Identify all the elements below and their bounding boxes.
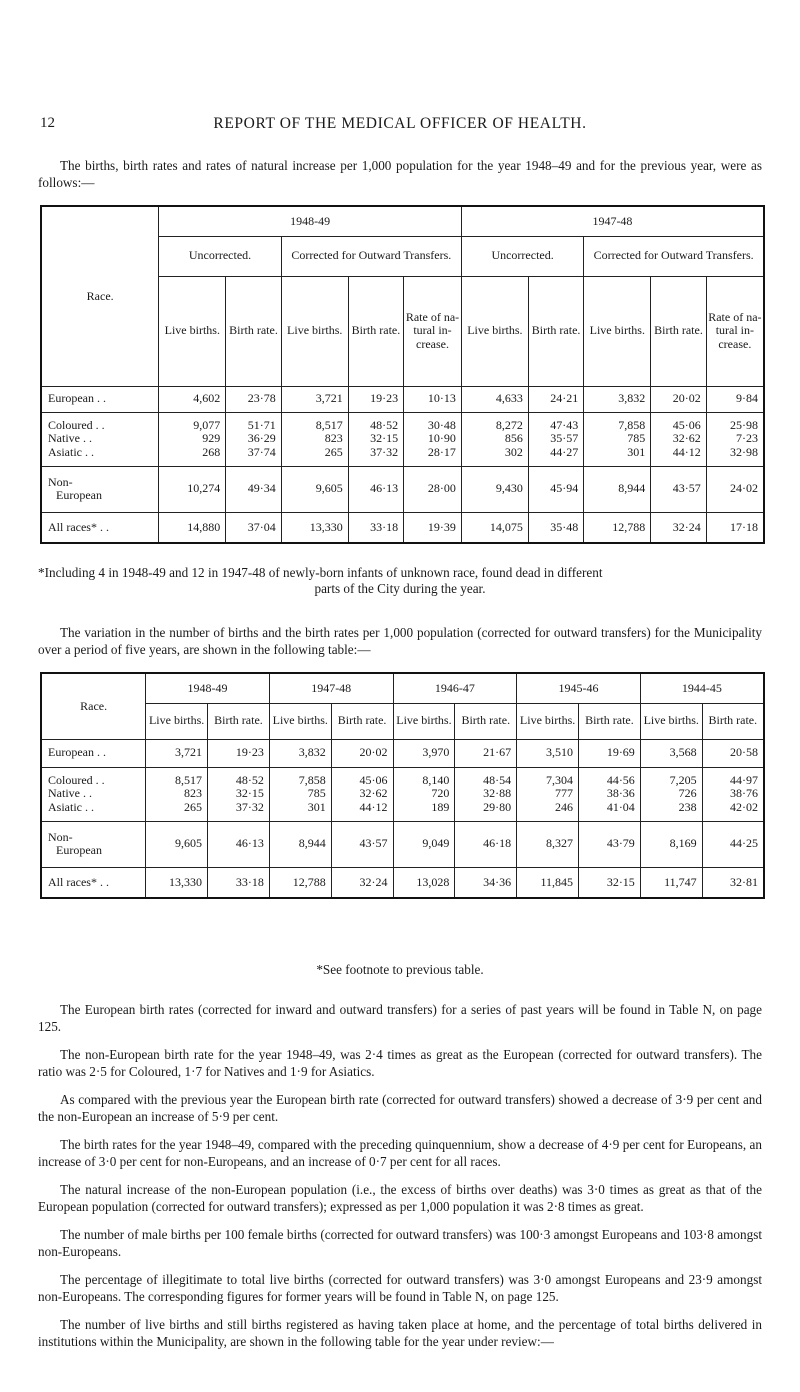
paragraph: The natural increase of the non-European population (i.e., the excess of births over deaths) was 3·0 times as great as that of the European population (corrected for outward transfers); expressed as per 1,000 population it was 2·8 times as great. xyxy=(38,1182,762,1214)
year-header-1947-48: 1947-48 xyxy=(461,206,764,236)
col-birth-rate: Birth rate. xyxy=(528,276,583,386)
value-cell: 43·79 xyxy=(579,821,641,867)
year-header-1948-49: 1948-49 xyxy=(159,206,462,236)
race-header: Race. xyxy=(41,206,159,386)
table-row xyxy=(41,466,764,512)
page-header xyxy=(0,115,800,137)
value-cell: 32·24 xyxy=(331,867,393,898)
value-cell: 23·78 xyxy=(226,386,281,412)
table-row xyxy=(41,512,764,543)
five-year-births-table xyxy=(40,672,765,899)
value-cell: 21·67 xyxy=(455,739,517,767)
paragraph: The birth rates for the year 1948–49, compared with the preceding quinquennium, show a decrease of 4·9 per cent for Europeans, an increase of 3·0 per cent for non-Europeans, and an increase of 0·7 per cent for all races. xyxy=(38,1137,762,1169)
value-cell: 8,169 xyxy=(640,821,702,867)
value-cell: 7,858 785 301 xyxy=(269,767,331,821)
value-cell: 3,568 xyxy=(640,739,702,767)
value-cell: 19·23 xyxy=(348,386,403,412)
col-live-births: Live births. xyxy=(269,703,331,739)
value-cell: 32·15 xyxy=(579,867,641,898)
value-cell: 9,605 xyxy=(146,821,208,867)
footnote-2: *See footnote to previous table. xyxy=(316,962,484,977)
year-header: 1946-47 xyxy=(393,673,517,703)
value-cell: 43·57 xyxy=(651,466,706,512)
footnote-1-line-1: *Including 4 in 1948-49 and 12 in 1947-48 of newly-born infants of unknown race, found dead in different xyxy=(38,565,603,580)
col-birth-rate: Birth rate. xyxy=(455,703,517,739)
paragraph: The number of male births per 100 female births (corrected for outward transfers) was 100·3 amongst Europeans and 103·8 amongst non-Europeans. xyxy=(38,1227,762,1259)
race-cell: Coloured . . Native . . Asiatic . . xyxy=(41,767,146,821)
footnote-1 xyxy=(0,565,800,597)
value-cell: 32·81 xyxy=(702,867,764,898)
col-birth-rate: Birth rate. xyxy=(226,276,281,386)
value-cell: 35·48 xyxy=(528,512,583,543)
page-number: 12 xyxy=(40,115,55,131)
value-cell: 28·00 xyxy=(404,466,462,512)
value-cell: 45·06 32·62 44·12 xyxy=(331,767,393,821)
col-birth-rate: Birth rate. xyxy=(579,703,641,739)
value-cell: 48·52 32·15 37·32 xyxy=(208,767,270,821)
value-cell: 46·18 xyxy=(455,821,517,867)
race-cell: Non- European xyxy=(41,821,146,867)
value-cell: 13,330 xyxy=(146,867,208,898)
value-cell: 10,274 xyxy=(159,466,226,512)
body-paragraphs xyxy=(38,1002,762,1350)
value-cell: 48·54 32·88 29·80 xyxy=(455,767,517,821)
value-cell: 3,832 xyxy=(269,739,331,767)
value-cell: 3,832 xyxy=(584,386,651,412)
value-cell: 24·02 xyxy=(706,466,764,512)
value-cell: 3,721 xyxy=(146,739,208,767)
col-live-births: Live births. xyxy=(281,276,348,386)
value-cell: 33·18 xyxy=(208,867,270,898)
col-birth-rate: Birth rate. xyxy=(348,276,403,386)
value-cell: 9·84 xyxy=(706,386,764,412)
value-cell: 20·02 xyxy=(331,739,393,767)
value-cell: 9,077 929 268 xyxy=(159,412,226,466)
value-cell: 8,517 823 265 xyxy=(281,412,348,466)
value-cell: 14,880 xyxy=(159,512,226,543)
value-cell: 17·18 xyxy=(706,512,764,543)
value-cell: 19·69 xyxy=(579,739,641,767)
value-cell: 44·25 xyxy=(702,821,764,867)
col-live-births: Live births. xyxy=(146,703,208,739)
value-cell: 8,140 720 189 xyxy=(393,767,455,821)
value-cell: 51·71 36·29 37·74 xyxy=(226,412,281,466)
value-cell: 12,788 xyxy=(269,867,331,898)
intro-text-2: The variation in the number of births and the birth rates per 1,000 population (corrected for outward transfers) for the Municipality over a period of five years, are shown in the following table:— xyxy=(38,625,762,657)
col-live-births: Live births. xyxy=(461,276,528,386)
value-cell: 7,304 777 246 xyxy=(517,767,579,821)
col-live-births: Live births. xyxy=(159,276,226,386)
value-cell: 8,944 xyxy=(584,466,651,512)
value-cell: 3,970 xyxy=(393,739,455,767)
value-cell: 25·98 7·23 32·98 xyxy=(706,412,764,466)
value-cell: 45·06 32·62 44·12 xyxy=(651,412,706,466)
value-cell: 3,721 xyxy=(281,386,348,412)
col-live-births: Live births. xyxy=(517,703,579,739)
table-row xyxy=(41,739,764,767)
table-row-group xyxy=(41,412,764,466)
value-cell: 24·21 xyxy=(528,386,583,412)
value-cell: 4,633 xyxy=(461,386,528,412)
col-live-births: Live births. xyxy=(584,276,651,386)
value-cell: 13,330 xyxy=(281,512,348,543)
year-header: 1948-49 xyxy=(146,673,270,703)
value-cell: 20·58 xyxy=(702,739,764,767)
value-cell: 19·23 xyxy=(208,739,270,767)
intro-text-1: The births, birth rates and rates of natural increase per 1,000 population for the year 1948–49 and for the previous year, were as follows:— xyxy=(38,158,762,190)
value-cell: 10·13 xyxy=(404,386,462,412)
year-header: 1945-46 xyxy=(517,673,641,703)
col-live-births: Live births. xyxy=(640,703,702,739)
value-cell: 7,858 785 301 xyxy=(584,412,651,466)
value-cell: 14,075 xyxy=(461,512,528,543)
race-cell: All races* . . xyxy=(41,867,146,898)
value-cell: 9,605 xyxy=(281,466,348,512)
col-natural-increase: Rate of na- tural in- crease. xyxy=(404,276,462,386)
value-cell: 47·43 35·57 44·27 xyxy=(528,412,583,466)
year-header: 1944-45 xyxy=(640,673,764,703)
value-cell: 20·02 xyxy=(651,386,706,412)
value-cell: 46·13 xyxy=(348,466,403,512)
value-cell: 12,788 xyxy=(584,512,651,543)
table-row-group xyxy=(41,767,764,821)
value-cell: 37·04 xyxy=(226,512,281,543)
race-cell: European . . xyxy=(41,739,146,767)
value-cell: 8,517 823 265 xyxy=(146,767,208,821)
col-birth-rate: Birth rate. xyxy=(331,703,393,739)
intro-paragraph-2 xyxy=(38,625,762,658)
uncorrected-header: Uncorrected. xyxy=(159,236,281,276)
value-cell: 9,049 xyxy=(393,821,455,867)
race-header: Race. xyxy=(41,673,146,739)
race-cell: Coloured . . Native . . Asiatic . . xyxy=(41,412,159,466)
value-cell: 11,747 xyxy=(640,867,702,898)
value-cell: 46·13 xyxy=(208,821,270,867)
value-cell: 19·39 xyxy=(404,512,462,543)
race-cell: All races* . . xyxy=(41,512,159,543)
value-cell: 7,205 726 238 xyxy=(640,767,702,821)
paragraph: The number of live births and still births registered as having taken place at home, and the percentage of total births delivered in institutions within the Municipality, are shown in the following table for the year under review:— xyxy=(38,1317,762,1349)
value-cell: 30·48 10·90 28·17 xyxy=(404,412,462,466)
value-cell: 34·36 xyxy=(455,867,517,898)
value-cell: 9,430 xyxy=(461,466,528,512)
value-cell: 49·34 xyxy=(226,466,281,512)
value-cell: 44·56 38·36 41·04 xyxy=(579,767,641,821)
year-header: 1947-48 xyxy=(269,673,393,703)
intro-paragraph-1 xyxy=(38,158,762,191)
paragraph: The European birth rates (corrected for inward and outward transfers) for a series of past years will be found in Table N, on page 125. xyxy=(38,1002,762,1034)
value-cell: 8,944 xyxy=(269,821,331,867)
table-row xyxy=(41,386,764,412)
race-cell: Non- European xyxy=(41,466,159,512)
value-cell: 33·18 xyxy=(348,512,403,543)
births-rates-table xyxy=(40,205,765,544)
corrected-header: Corrected for Outward Transfers. xyxy=(281,236,461,276)
col-live-births: Live births. xyxy=(393,703,455,739)
value-cell: 8,272 856 302 xyxy=(461,412,528,466)
value-cell: 45·94 xyxy=(528,466,583,512)
footnote-1-line-2: parts of the City during the year. xyxy=(314,581,486,596)
paragraph: The non-European birth rate for the year 1948–49, was 2·4 times as great as the European (corrected for outward transfers). The ratio was 2·5 for Coloured, 1·7 for Natives and 1·9 for Asiatics. xyxy=(38,1047,762,1079)
value-cell: 48·52 32·15 37·32 xyxy=(348,412,403,466)
corrected-header: Corrected for Outward Transfers. xyxy=(584,236,764,276)
col-birth-rate: Birth rate. xyxy=(651,276,706,386)
col-natural-increase: Rate of na- tural in- crease. xyxy=(706,276,764,386)
uncorrected-header: Uncorrected. xyxy=(461,236,583,276)
paragraph: The percentage of illegitimate to total live births (corrected for outward transfers) was 3·0 amongst Europeans and 23·9 amongst non-Europeans. The corresponding figures for former years will be found in Table N, on page 125. xyxy=(38,1272,762,1304)
race-cell: European . . xyxy=(41,386,159,412)
value-cell: 32·24 xyxy=(651,512,706,543)
value-cell: 43·57 xyxy=(331,821,393,867)
value-cell: 8,327 xyxy=(517,821,579,867)
value-cell: 11,845 xyxy=(517,867,579,898)
value-cell: 13,028 xyxy=(393,867,455,898)
table-row xyxy=(41,821,764,867)
table-row xyxy=(41,867,764,898)
value-cell: 44·97 38·76 42·02 xyxy=(702,767,764,821)
col-birth-rate: Birth rate. xyxy=(702,703,764,739)
col-birth-rate: Birth rate. xyxy=(208,703,270,739)
page-title: REPORT OF THE MEDICAL OFFICER OF HEALTH. xyxy=(213,115,587,132)
value-cell: 3,510 xyxy=(517,739,579,767)
value-cell: 4,602 xyxy=(159,386,226,412)
paragraph: As compared with the previous year the European birth rate (corrected for outward transfers) showed a decrease of 3·9 per cent and the non-European an increase of 5·9 per cent. xyxy=(38,1092,762,1124)
